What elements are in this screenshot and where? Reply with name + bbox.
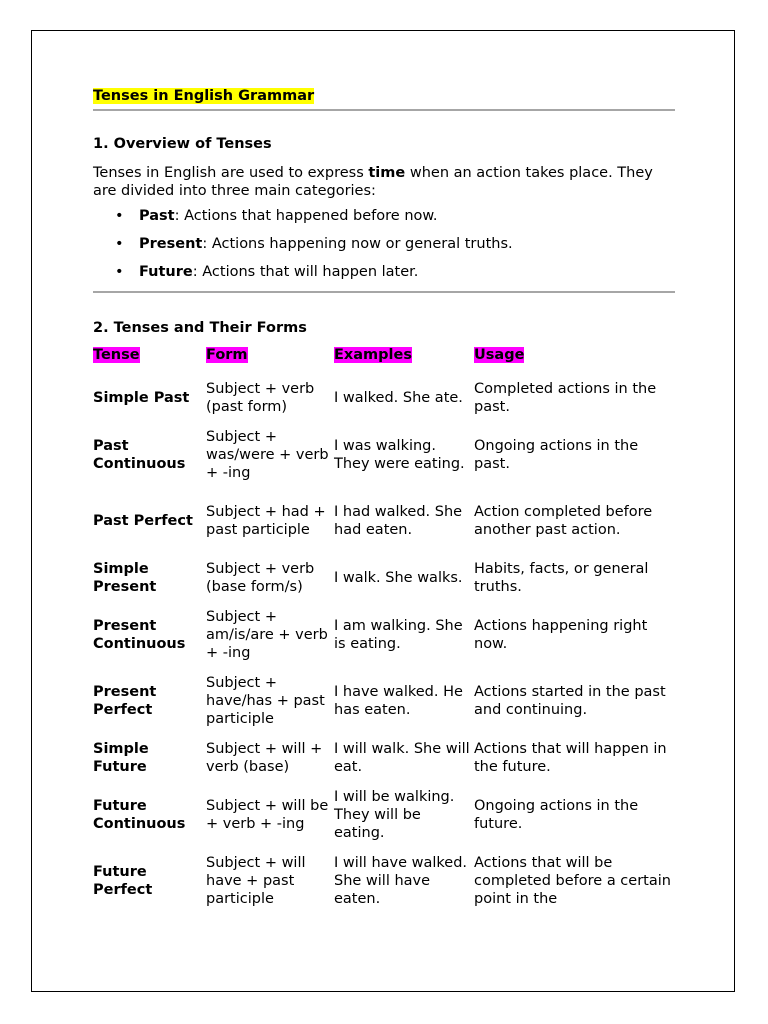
header-highlight: Examples bbox=[334, 347, 412, 363]
cell-examples: I walked. She ate. bbox=[334, 390, 463, 406]
list-item-text: : Actions that happened before now. bbox=[174, 208, 438, 224]
cell-tense: Simple Future bbox=[93, 741, 149, 775]
table-row bbox=[93, 554, 675, 602]
section-heading-forms: 2. Tenses and Their Forms bbox=[93, 320, 307, 336]
cell-tense: Past Perfect bbox=[93, 513, 193, 529]
column-header-tense bbox=[93, 346, 206, 374]
horizontal-rule bbox=[93, 291, 675, 293]
table-row bbox=[93, 668, 675, 734]
cell-form: Subject + verb (past form) bbox=[206, 381, 315, 415]
cell-usage: Ongoing actions in the past. bbox=[474, 438, 639, 472]
section-heading-overview: 1. Overview of Tenses bbox=[93, 136, 272, 152]
cell-tense: Future Perfect bbox=[93, 864, 153, 898]
table-row bbox=[93, 422, 675, 488]
cell-tense: Simple Present bbox=[93, 561, 157, 595]
list-item-term: Past bbox=[139, 208, 175, 224]
cell-examples: I walk. She walks. bbox=[334, 570, 463, 586]
table-row bbox=[93, 488, 675, 554]
cell-usage: Ongoing actions in the future. bbox=[474, 798, 639, 832]
overview-paragraph bbox=[93, 164, 675, 200]
cell-usage: Actions happening right now. bbox=[474, 618, 648, 652]
cell-form: Subject + will + verb (base) bbox=[206, 741, 323, 775]
horizontal-rule bbox=[93, 109, 675, 111]
cell-form: Subject + will be + verb + -ing bbox=[206, 798, 329, 832]
cell-tense: Simple Past bbox=[93, 390, 190, 406]
header-highlight: Tense bbox=[93, 347, 140, 363]
page-title bbox=[93, 87, 675, 109]
cell-form: Subject + will have + past participle bbox=[206, 855, 306, 907]
cell-usage: Action completed before another past action. bbox=[474, 504, 653, 538]
table-row bbox=[93, 602, 675, 668]
cell-form: Subject + verb (base form/s) bbox=[206, 561, 315, 595]
cell-examples: I will be walking. They will be eating. bbox=[334, 789, 455, 841]
cell-examples: I had walked. She had eaten. bbox=[334, 504, 463, 538]
header-highlight: Form bbox=[206, 347, 248, 363]
column-header-form bbox=[206, 346, 334, 374]
table-row bbox=[93, 848, 675, 914]
list-item bbox=[115, 235, 675, 253]
intro-text-start: Tenses in English are used to express bbox=[93, 165, 369, 181]
column-header-usage bbox=[474, 346, 675, 374]
intro-bold-word: time bbox=[368, 165, 406, 181]
cell-form: Subject + was/were + verb + -ing bbox=[206, 429, 329, 481]
bullet-icon: • bbox=[115, 264, 124, 280]
title-highlight: Tenses in English Grammar bbox=[93, 88, 315, 104]
cell-tense: Present Continuous bbox=[93, 618, 186, 652]
table-row bbox=[93, 374, 675, 422]
bullet-icon: • bbox=[115, 208, 124, 224]
cell-examples: I will have walked. She will have eaten. bbox=[334, 855, 468, 907]
tenses-table bbox=[93, 346, 675, 914]
list-item-text: : Actions that will happen later. bbox=[192, 264, 419, 280]
cell-form: Subject + have/has + past participle bbox=[206, 675, 325, 727]
table-header-row bbox=[93, 346, 675, 374]
cell-usage: Actions started in the past and continuing. bbox=[474, 684, 666, 718]
list-item-text: : Actions happening now or general truths. bbox=[202, 236, 513, 252]
cell-usage: Completed actions in the past. bbox=[474, 381, 657, 415]
cell-usage: Actions that will be completed before a certain point in the bbox=[474, 855, 671, 907]
cell-examples: I am walking. She is eating. bbox=[334, 618, 463, 652]
list-item-term: Future bbox=[139, 264, 193, 280]
cell-usage: Actions that will happen in the future. bbox=[474, 741, 667, 775]
header-highlight: Usage bbox=[474, 347, 525, 363]
document-content bbox=[93, 87, 675, 914]
document-page bbox=[31, 30, 735, 992]
cell-form: Subject + am/is/are + verb + -ing bbox=[206, 609, 328, 661]
intro-text-end: when an action takes place. They are divided into three main categories: bbox=[93, 165, 653, 199]
cell-tense: Future Continuous bbox=[93, 798, 186, 832]
list-item bbox=[115, 207, 675, 225]
cell-examples: I will walk. She will eat. bbox=[334, 741, 470, 775]
bullet-icon: • bbox=[115, 236, 124, 252]
cell-tense: Present Perfect bbox=[93, 684, 157, 718]
cell-usage: Habits, facts, or general truths. bbox=[474, 561, 649, 595]
table-row bbox=[93, 782, 675, 848]
cell-tense: Past Continuous bbox=[93, 438, 186, 472]
table-row bbox=[93, 734, 675, 782]
cell-form: Subject + had + past participle bbox=[206, 504, 326, 538]
category-list bbox=[93, 207, 675, 281]
cell-examples: I was walking. They were eating. bbox=[334, 438, 465, 472]
column-header-examples bbox=[334, 346, 474, 374]
list-item bbox=[115, 263, 675, 281]
cell-examples: I have walked. He has eaten. bbox=[334, 684, 463, 718]
list-item-term: Present bbox=[139, 236, 203, 252]
